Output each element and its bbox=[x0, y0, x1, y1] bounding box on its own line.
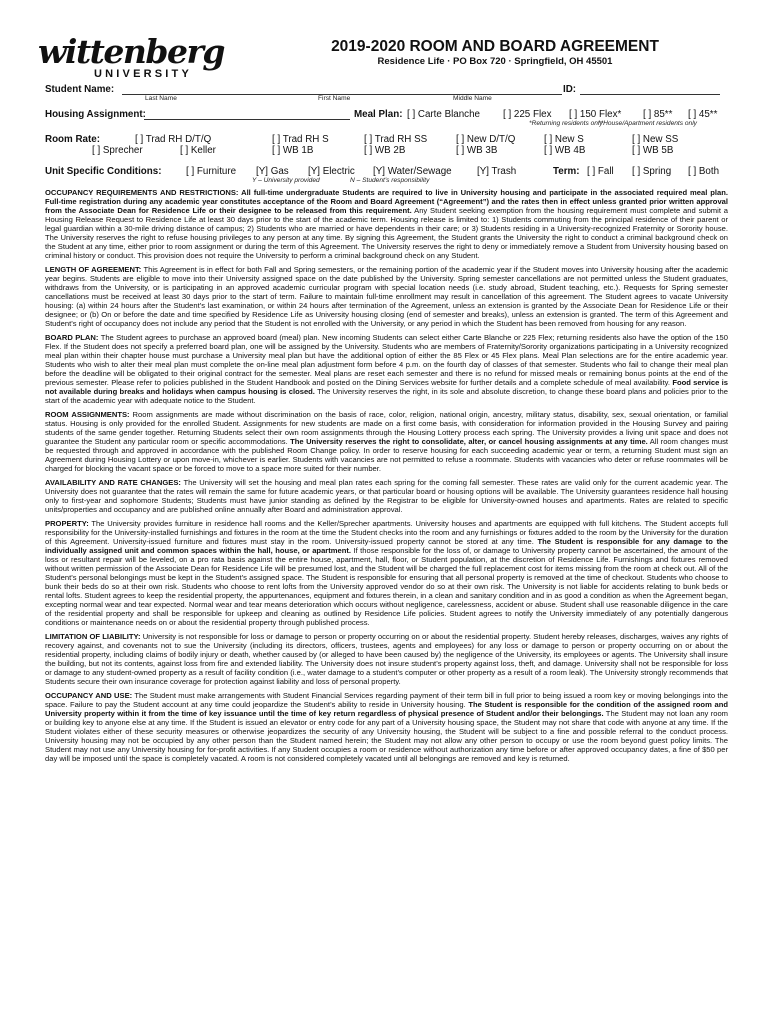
rate-new-dtq[interactable]: [ ] New D/T/Q bbox=[456, 134, 516, 145]
housing-assignment-label: Housing Assignment: bbox=[45, 109, 146, 120]
rate-sprecher[interactable]: [ ] Sprecher bbox=[92, 145, 143, 156]
term-both-option[interactable]: [ ] Both bbox=[688, 166, 720, 177]
section-room-assignments bbox=[45, 410, 728, 473]
section-text: This Agreement is in effect for both Fall and Spring semesters, or the remaining portion of the academic year if the Student moves into University housing after the academic year begins. Students are eligible to move into their University assigned space on the date published by the University. Spring semester cancellations are not permitted unless the Student graduates, withdraws from the University, or is participating in an approved academic curricular program with special location needs (i.e. study abroad, Student teaching, etc.). Requests for Spring semester cancellations must be received at least 30 days prior to the start of term. Failure to maintain full-time enrollment may result in cancellation of this agreement. The Student agrees to vacate University housing: (a) within 24 hours after the Student’s last examination, or within 24 hours after termination of the Agreement, unless an extension is granted by the Associate Dean for Residence Life or their designee; or (b) On or before the date and time specified by Residence Life as University housing closing (end of semester and breaks), unless an extension is granted. The term of this Agreement and Student’s right of occupancy does not include any period that the Student is not enrolled with the University, or any period in which the Student has been removed from housing for any reason. bbox=[45, 265, 728, 328]
unit-trash-option[interactable]: [Y] Trash bbox=[477, 166, 517, 177]
rate-trad-rh-ss[interactable]: [ ] Trad RH SS bbox=[364, 134, 428, 145]
document-subtitle: Residence Life · PO Box 720 · Springfield, OH 45501 bbox=[377, 56, 613, 67]
section-bold-text: Food service is not available during breaks and holidays when campus housing is closed. bbox=[45, 378, 728, 396]
returning-residents-note: *Returning residents only bbox=[529, 120, 603, 127]
middle-name-caption: Middle Name bbox=[453, 95, 492, 102]
section-text-tail: The University reserves the right, in its sole and absolute discretion, to change these board plans and policies prior to the start of the academic year with adequate notice to the Student. bbox=[45, 387, 728, 405]
rate-new-ss[interactable]: [ ] New SS bbox=[632, 134, 679, 145]
section-limitation-of-liability bbox=[45, 632, 728, 686]
student-name-label: Student Name: bbox=[45, 84, 115, 95]
section-occupancy-and-use bbox=[45, 691, 728, 763]
agreement-body bbox=[45, 188, 728, 768]
university-provided-note: Y – University provided bbox=[252, 177, 320, 184]
first-name-caption: First Name bbox=[318, 95, 351, 102]
section-property bbox=[45, 519, 728, 627]
housing-assignment-field[interactable] bbox=[144, 119, 350, 120]
logo-wordmark: wittenberg bbox=[38, 32, 224, 71]
section-bold-text: The Student is responsible for any damage to the individually assigned unit and common spaces within the hall, house, or apartment. bbox=[45, 537, 729, 555]
section-text: University is not responsible for loss or damage to person or property occurring on or about the residential property. Student hereby releases, discharges, waives any rights of recovery against, and covenants not to sue the University (including its directors, officers, trustees, agents and employees) for any loss or damage to person or property occurring on or about the residential property, including claims of bodily injury or death, whether caused by (or alleged to have been caused by) the negligence of the University, its employees or agents. The University shall insure the building, but not its contents, against loss from fire and extended liability. The University does not insure student’s property against loss, theft, and damage. University shall not be responsible for loss or damage to any student-owned property as a result of facility condition (i.e., water damage to a student’s computer or other property as a result of a room leak). The University strongly recommends that Students secure their own insurance coverage for protection against liability and loss of personal property. bbox=[45, 632, 728, 686]
section-heading: PROPERTY: bbox=[45, 519, 89, 528]
unit-electric-option[interactable]: [Y] Electric bbox=[308, 166, 355, 177]
rate-keller[interactable]: [ ] Keller bbox=[180, 145, 216, 156]
rate-wb-3b[interactable]: [ ] WB 3B bbox=[456, 145, 498, 156]
unit-water-option[interactable]: [Y] Water/Sewage bbox=[373, 166, 452, 177]
section-occupancy-requirements bbox=[45, 188, 728, 260]
term-spring-option[interactable]: [ ] Spring bbox=[632, 166, 672, 177]
section-text: The Student must make arrangements with Student Financial Services regarding payment of their term bill in full prior to being issued a room key or moving belongings into the space. Failure to pay the Student account at any time could jeopardize the Student’s ability to reside in University housing. bbox=[45, 691, 728, 709]
term-label: Term: bbox=[553, 166, 580, 177]
id-label: ID: bbox=[563, 84, 577, 95]
rate-wb-2b[interactable]: [ ] WB 2B bbox=[364, 145, 406, 156]
section-text-tail: If those responsible for the loss of, or damage to University property cannot be ascertained, the amount of the loss or resultant repair will be leveled, on a pro rata basis against the entire house, apartment, hall, floor, or Student population, at the discretion of Residence Life. Furnishings and fixtures removed without written permission of the Associate Dean for Residence Life will be presumed lost, and the Student will be charged the full replacement cost for items missing from the room at check out. All of the Student’s personal belongings must be kept in the Student’s assigned space. The Student is responsible for ensuring that all personal property is removed at the time of checkout. Students who choose to bunk their beds do so at their own risk. Students who choose to rent lofts from the University approved vendor do so at their own risk. The University is not liable for accidents relating to bunk beds or rental lofts. Student agrees to keep the residential property, the appurtenances, equipment and fixtures therein, in a clean and sanitary condition and in as good a condition as when the Agreement began, excepting normal wear and tear expected. Normal wear and tear means deterioration which occurs without negligence, carelessness, accident or abuse. Student shall use reasonable diligence in the care of the residential property and shall be responsible for upkeep and cleaning as outlined by Residence Life policies. Student agrees to notify the University immediately of any potentially dangerous conditions or maintenance needs on or about the residential property through published process. bbox=[45, 546, 728, 627]
rate-wb-5b[interactable]: [ ] WB 5B bbox=[632, 145, 674, 156]
section-text: Any Student seeking exemption from the housing requirement must complete and submit a Housing Release Request to Residence Life at least 30 days prior to the start of the academic term. Housing release is limited to: 1) Students commuting from the principal residence of their parent or legal guardian within a 30-mile driving distance of campus; 2) Students who are married or have dependents in their care; or 3) Students residing in a University-recognized Fraternity or Sorority house. The University reserves the right to refuse housing privileges to any person at any time. By signing this Agreement, the Student grants the University the right to conduct a criminal background check on the Student at any time, either prior to room assignment or during the term of this Agreement. The University reserves the right to deny or immediately remove a Student from University housing based on criminal history or conduct. This provision does not require the University to perform a criminal background check on any Student. bbox=[45, 206, 728, 260]
section-availability-rate-changes bbox=[45, 478, 728, 514]
section-heading: BOARD PLAN: bbox=[45, 333, 99, 342]
document-title: 2019-2020 ROOM AND BOARD AGREEMENT bbox=[331, 38, 659, 55]
rate-new-s[interactable]: [ ] New S bbox=[544, 134, 584, 145]
section-text: The Student agrees to purchase an approved board (meal) plan. New incoming Students can select either Carte Blanche or 225 Flex; returning residents also have the option of the 150 Flex. If the Student does not specify a preferred board plan, one will be assigned by the University. Students who are members of Fraternity/Sorority organizations participating in a University recognized meal plan within their chapter house must purchase a University meal plan but have the additional option of either the 85 Flex or 45 Flex plans. Meal Plan selections are for the entire academic year. Students who wish to alter their meal plan must complete the on-line meal plan adjustment form before 4 p.m. on the fourth day of classes of that semester. Students who fail to change their meal plan before the deadline will be obligated to their original contract for the semester. Meal plans are reset each semester and there is no refund for missed meals or remaining bonus points at the end of the previous semester. Please refer to policies published in the Student Handbook and posted on the Dining Services website for further details and a complete schedule of meal availability. bbox=[45, 333, 729, 387]
section-text: The University provides furniture in residence hall rooms and the Keller/Sprecher apartments. University houses and apartments are equipped with full kitchens. The Student accepts full responsibility for the University-installed furnishings and fixtures in the room at the time the Student checks into the room and any furnishings or fixtures added to the room by the University for the duration of this Agreement. University-issued furniture and fixtures must stay in the room. University-issued property cannot be stored at any time. bbox=[45, 519, 728, 546]
section-text: Room assignments are made without discrimination on the basis of race, color, religion, national origin, ancestry, military status, disability, sex, sexual orientation, or familial status. Housing is only provided for the enrolled Student. Assignments for new students are made on a first come basis, with consideration for information provided in the Housing Survey and pairing students of the same gender together. Returning Students select their own room assignments through the Housing Lottery process each spring. The University provides a living unit space and does not guarantee the Student any particular room or specific accommodations. bbox=[45, 410, 728, 446]
rate-trad-rh-dtq[interactable]: [ ] Trad RH D/T/Q bbox=[135, 134, 212, 145]
section-text: The University will set the housing and meal plan rates each spring for the coming fall semester. These rates are valid only for the current academic year. The University does not guarantee that the rates will remain the same for future academic years, or that particular board or housing options will be available. The University guarantees residence hall housing only to first-year and sophomore Students; Students must have junior standing as defined by the Registrar to be eligible for University-owned houses and apartments. Rates are related to specific units/properties and occupancy and are published online annually after Board and administration approval. bbox=[45, 478, 728, 514]
rate-trad-rh-s[interactable]: [ ] Trad RH S bbox=[272, 134, 329, 145]
meal-plan-label: Meal Plan: bbox=[354, 109, 403, 120]
student-responsibility-note: N – Student’s responsibility bbox=[350, 177, 430, 184]
section-heading: ROOM ASSIGNMENTS: bbox=[45, 410, 130, 419]
unit-gas-option[interactable]: [Y] Gas bbox=[256, 166, 289, 177]
meal-225-flex-option[interactable]: [ ] 225 Flex bbox=[503, 109, 552, 120]
meal-85-option[interactable]: [ ] 85** bbox=[643, 109, 673, 120]
section-text-tail: The Student may not loan any room or building key to anyone else at any time. If the Student is issued an elevator or entry code for any part of a University housing space, the Student may not share that code with anyone at any time. If the Student violates either of these security measures or otherwise jeopardizes the security of any University housing, the Student will be subject to a fine and possible referral to the conduct process. University housing may not be occupied by any other person than the Student named herein; the Student may not allow any other person to occupy or use the room beyond guest policy limits. The Student may not use any University housing for for-profit activities. If any Student occupies a room or residence without authorization any time before or after approved occupancy dates, a fine of $50 per day will be imposed until the space is completely vacated. A room is not considered completely vacated until all belongings are removed and key is returned. bbox=[45, 709, 728, 763]
section-heading: OCCUPANCY AND USE: bbox=[45, 691, 133, 700]
meal-150-flex-option[interactable]: [ ] 150 Flex* bbox=[569, 109, 622, 120]
room-rate-label: Room Rate: bbox=[45, 134, 100, 145]
house-apartment-note: **House/Apartment residents only bbox=[598, 120, 697, 127]
logo-subtext: UNIVERSITY bbox=[94, 68, 193, 80]
last-name-caption: Last Name bbox=[145, 95, 177, 102]
meal-45-option[interactable]: [ ] 45** bbox=[688, 109, 718, 120]
rate-wb-1b[interactable]: [ ] WB 1B bbox=[272, 145, 314, 156]
section-bold-text: The Student is responsible for the condition of the assigned room and University property within it from the time of key issuance until the time of key return regardless of physical presence of Student and/or their belongings. bbox=[45, 700, 728, 718]
section-length-of-agreement bbox=[45, 265, 728, 328]
unit-furniture-option[interactable]: [ ] Furniture bbox=[186, 166, 237, 177]
section-heading: OCCUPANCY REQUIREMENTS AND RESTRICTIONS: All full-time undergraduate Students are required to live in University housing and participate in the associated required meal plan. Full-time registration during any academic year constitutes acceptance of the Room and Board Agreement (“Agreement”) and the rates then in effect unless granted prior written approval from the Associate Dean for Residence Life or their designee to be released from this requirement. bbox=[45, 188, 728, 215]
term-fall-option[interactable]: [ ] Fall bbox=[587, 166, 614, 177]
meal-carte-blanche-option[interactable]: [ ] Carte Blanche bbox=[407, 109, 480, 120]
section-text-tail: All room changes must be requested through and approved in accordance with the published Room Change policy. In order to reserve housing for each succeeding academic year or term, a returning Student must sign an Agreement during Housing Lottery or upon move-in, whichever is earlier. Students with vacancies are not permitted to refuse a roommate. Students with vacancies who deter or refuse roommates will be charged for blocking the vacant space or be forced to move to a space more suited for their number. bbox=[45, 437, 728, 473]
section-bold-text: The University reserves the right to consolidate, alter, or cancel housing assignments at any time. bbox=[287, 437, 648, 446]
unit-conditions-label: Unit Specific Conditions: bbox=[45, 166, 162, 177]
rate-wb-4b[interactable]: [ ] WB 4B bbox=[544, 145, 586, 156]
university-logo bbox=[38, 32, 224, 80]
id-field[interactable] bbox=[580, 94, 720, 95]
section-heading: LENGTH OF AGREEMENT: bbox=[45, 265, 142, 274]
section-heading: LIMITATION OF LIABILITY: bbox=[45, 632, 141, 641]
section-board-plan bbox=[45, 333, 728, 405]
section-heading: AVAILABILITY AND RATE CHANGES: bbox=[45, 478, 181, 487]
